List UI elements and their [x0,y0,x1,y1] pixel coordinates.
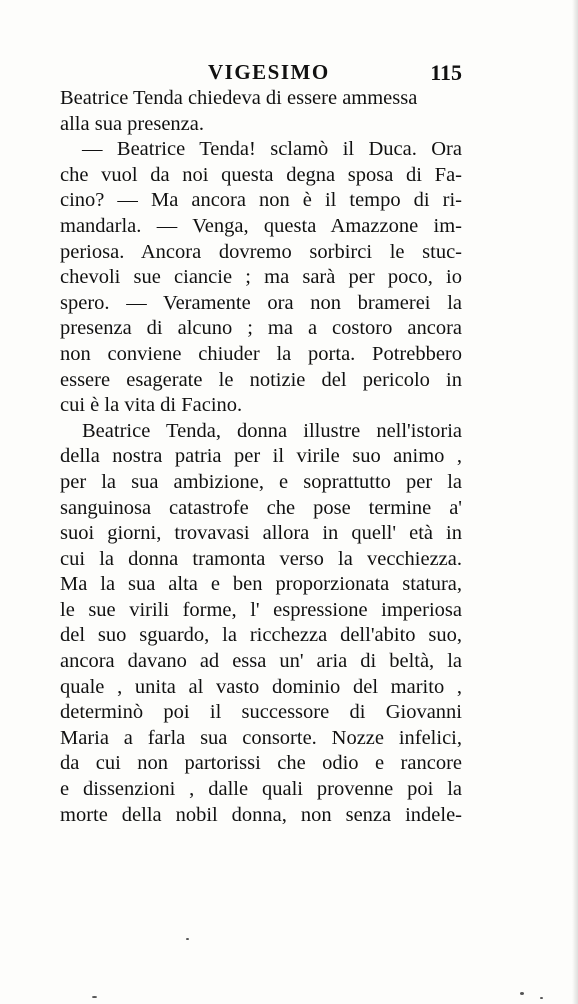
text-line: determinò poi il successore di Giovanni [60,701,462,724]
page-header [60,58,462,88]
text-line: presenza di alcuno ; ma a costoro ancora [60,317,462,340]
text-line: alla sua presenza. [60,112,204,135]
paper-speck [92,996,97,998]
text-line: le sue virili forme, l' espressione imperiosa [60,598,462,621]
text-line: cino? — Ma ancora non è il tempo di ri- [60,189,462,212]
text-line: per la sua ambizione, e soprattutto per la [60,470,462,493]
text-line: Ma la sua alta e ben proporzionata statura, [60,573,462,596]
text-line: — Beatrice Tenda! sclamò il Duca. Ora [82,138,462,161]
text-line: cui la donna tramonta verso la vecchiezza. [60,547,462,570]
text-line: suoi giorni, trovavasi allora in quell' età in [60,522,462,545]
text-line: ancora davano ad essa un' aria di beltà, la [60,650,462,673]
text-line: mandarla. — Venga, questa Amazzone im- [60,214,462,237]
running-head: VIGESIMO [208,60,330,84]
text-line: chevoli sue ciancie ; ma sarà per poco, io [60,266,462,289]
text-line: periosa. Ancora dovremo sorbirci le stuc- [60,240,462,263]
text-line: spero. — Veramente ora non bramerei la [60,291,462,314]
page-edge-shadow [572,0,578,1004]
text-line: Beatrice Tenda chiedeva di essere ammessa [60,87,418,109]
text-line: del suo sguardo, la ricchezza dell'abito suo, [60,624,462,647]
text-line: che vuol da noi questa degna sposa di Fa- [60,163,462,186]
paper-speck [540,997,543,999]
paper-speck [186,938,189,940]
page-number: 115 [430,60,462,85]
text-line: da cui non partorissi che odio e rancore [60,752,462,775]
text-line: sanguinosa catastrofe che pose termine a' [60,496,462,519]
body-text [60,86,462,828]
text-line: essere esagerate le notizie del pericolo in [60,368,462,391]
text-line: Beatrice Tenda, donna illustre nell'istoria [82,419,462,442]
paper-speck [520,992,524,995]
text-line: quale , unita al vasto dominio del marito , [60,675,462,698]
text-line: della nostra patria per il virile suo animo , [60,445,462,468]
text-line: morte della nobil donna, non senza indele- [60,803,462,826]
text-line: e dissenzioni , dalle quali provenne poi la [60,778,462,801]
text-line: non conviene chiuder la porta. Potrebbero [60,342,462,365]
text-line: Maria a farla sua consorte. Nozze infelici, [60,726,462,749]
text-line: cui è la vita di Facino. [60,394,243,417]
